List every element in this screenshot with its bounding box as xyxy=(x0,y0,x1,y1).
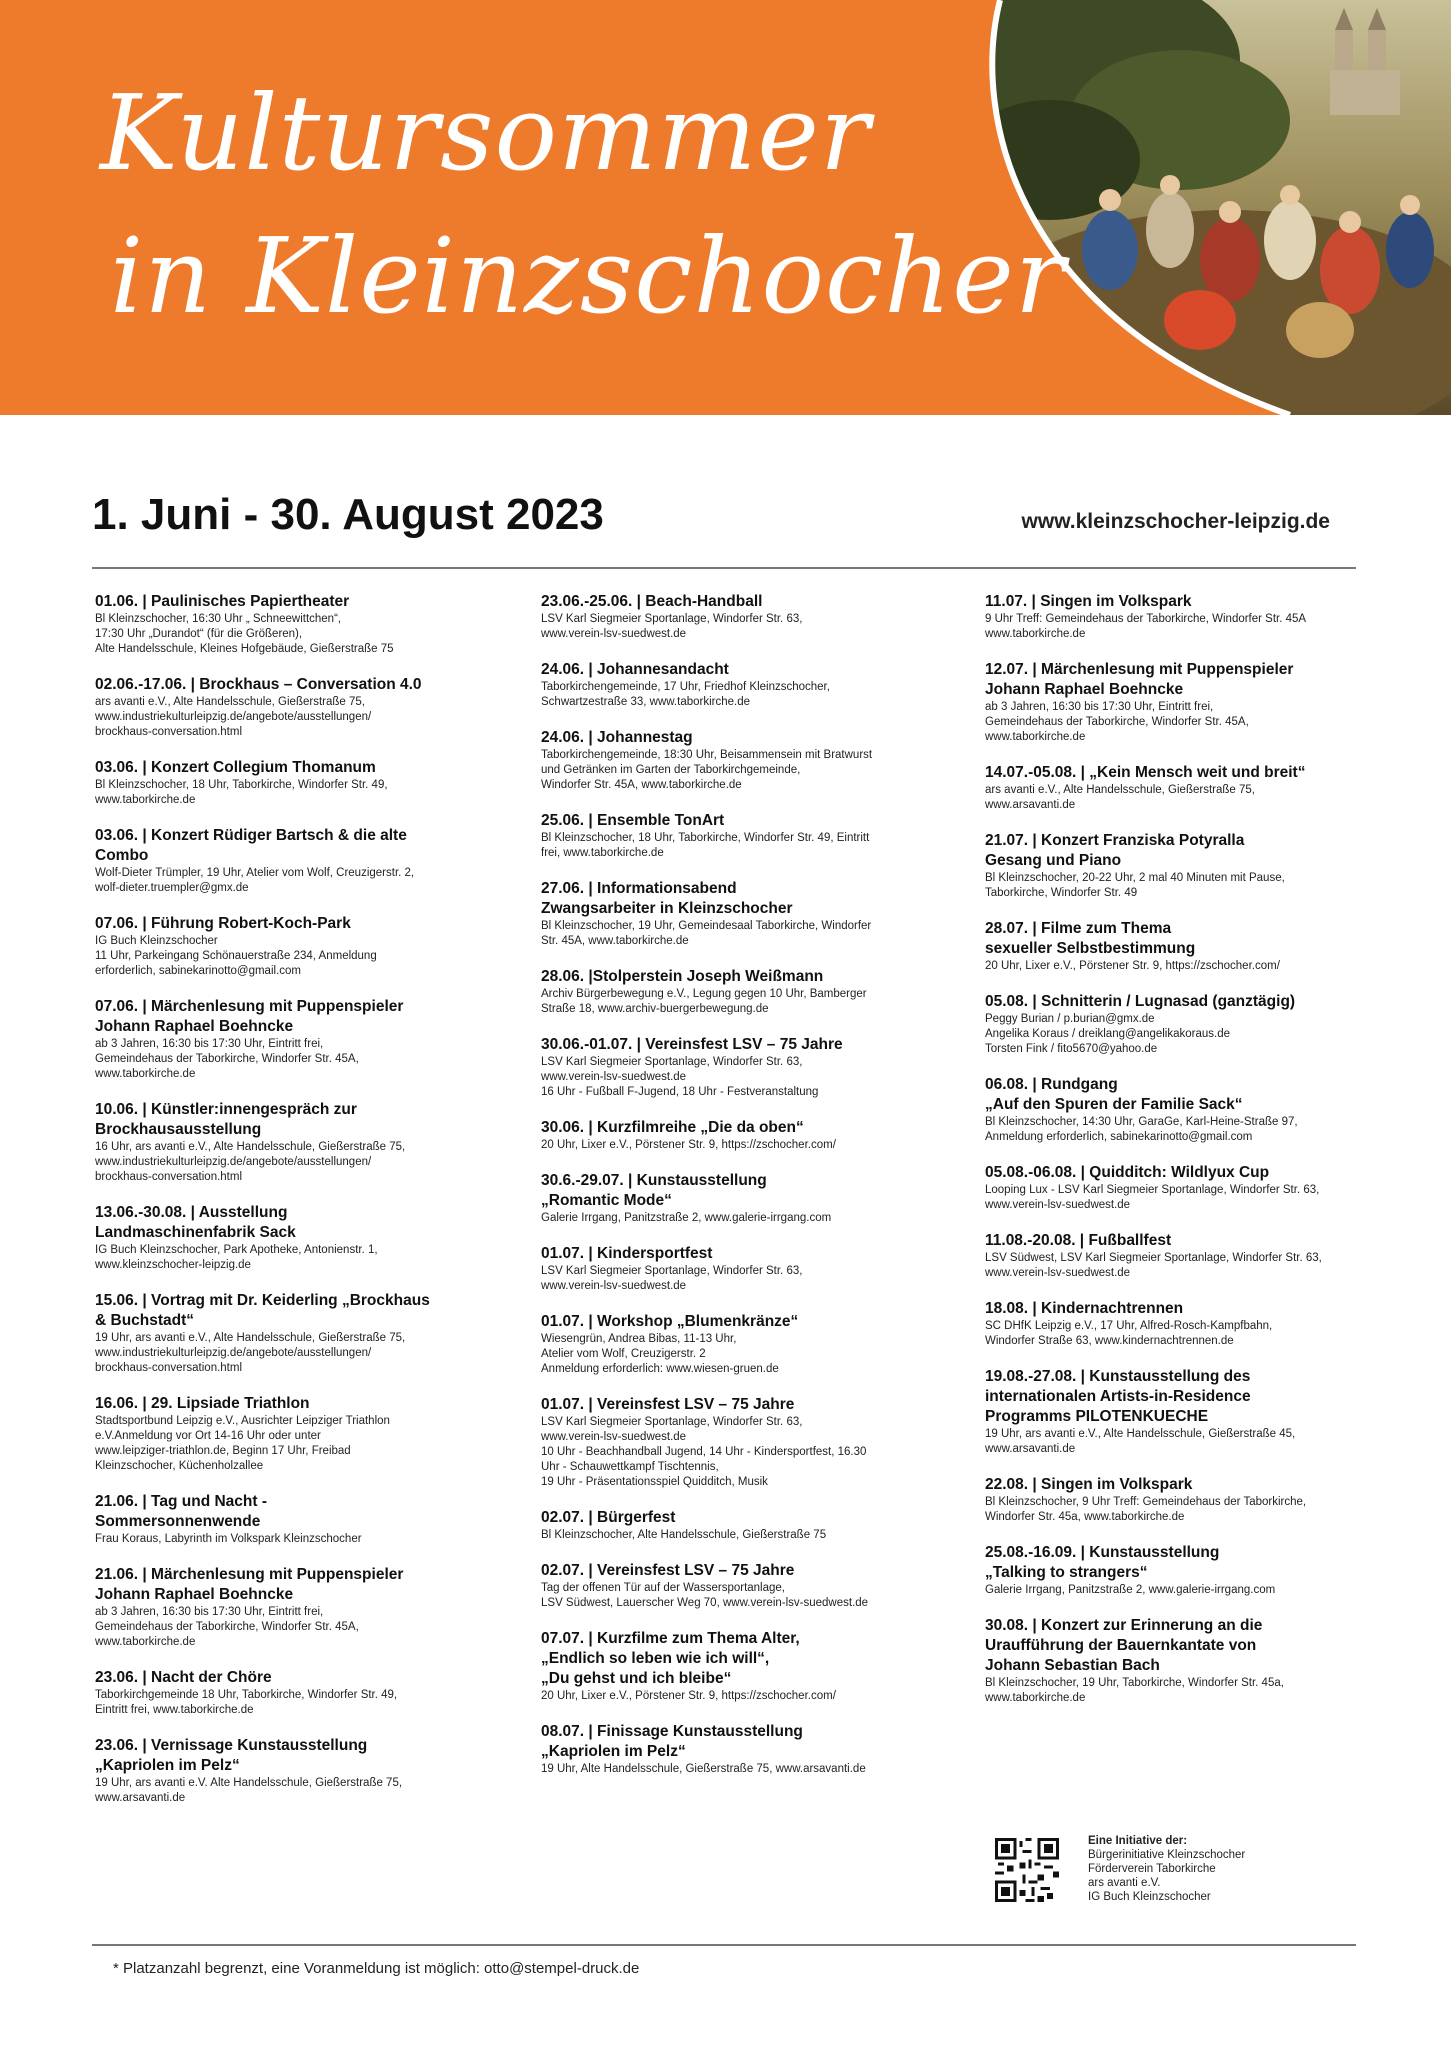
event-title: 10.06. | Künstler:innengespräch zur xyxy=(95,1101,357,1118)
event-details: 19 Uhr, Alte Handelsschule, Gießerstraße 75, www.arsavanti.de xyxy=(541,1763,866,1775)
event-entry xyxy=(95,675,440,740)
event-details: Galerie Irrgang, Panitzstraße 2, www.galerie-irrgang.com xyxy=(541,1212,832,1224)
header-banner xyxy=(0,0,1451,415)
event-details: Wolf-Dieter Trümpler, 19 Uhr, Atelier vom Wolf, Creuzigerstr. 2, xyxy=(95,867,415,879)
event-details: brockhaus-conversation.html xyxy=(95,1362,243,1374)
event-details: und Getränken im Garten der Taborkirchgemeinde, xyxy=(541,764,801,776)
event-details: 19 Uhr, ars avanti e.V. Alte Handelsschule, Gießerstraße 75, xyxy=(95,1777,403,1789)
event-title: 30.06.-01.07. | Vereinsfest LSV – 75 Jahre xyxy=(541,1036,843,1053)
event-details: www.verein-lsv-suedwest.de xyxy=(985,1267,1131,1279)
event-details: www.taborkirche.de xyxy=(985,628,1086,640)
event-title: 23.06. | Nacht der Chöre xyxy=(95,1669,272,1686)
event-details: Atelier vom Wolf, Creuzigerstr. 2 xyxy=(541,1348,706,1360)
event-details: www.verein-lsv-suedwest.de xyxy=(541,1071,687,1083)
event-details: Gemeindehaus der Taborkirche, Windorfer Str. 45A, xyxy=(95,1621,359,1633)
event-details: www.taborkirche.de xyxy=(985,731,1086,743)
event-title: 08.07. | Finissage Kunstausstellung xyxy=(541,1723,803,1740)
event-details: LSV Karl Siegmeier Sportanlage, Windorfer Str. 63, xyxy=(541,613,803,625)
event-details: Peggy Burian / p.burian@gmx.de xyxy=(985,1013,1155,1025)
event-entry xyxy=(95,1736,440,1806)
event-title: & Buchstadt“ xyxy=(95,1312,195,1329)
event-entry xyxy=(541,1035,886,1100)
event-entry xyxy=(541,1722,886,1777)
event-title: 28.06. |Stolperstein Joseph Weißmann xyxy=(541,968,824,985)
event-details: Anmeldung erforderlich: www.wiesen-gruen.de xyxy=(541,1363,779,1375)
initiative-member: Förderverein Taborkirche xyxy=(1088,1863,1216,1875)
event-title: 21.06. | Märchenlesung mit Puppenspieler xyxy=(95,1566,404,1583)
event-entry xyxy=(541,1395,886,1490)
event-details: Taborkirchgemeinde 18 Uhr, Taborkirche, Windorfer Str. 49, xyxy=(95,1689,398,1701)
event-details: Bl Kleinzschocher, 14:30 Uhr, GaraGe, Karl-Heine-Straße 97, xyxy=(985,1116,1298,1128)
event-title: 14.07.-05.08. | „Kein Mensch weit und breit“ xyxy=(985,764,1306,781)
event-column-2 xyxy=(541,592,886,1795)
footnote: * Platzanzahl begrenzt, eine Voranmeldung ist möglich: otto@stempel-druck.de xyxy=(113,1960,640,1977)
event-title: 18.08. | Kindernachtrennen xyxy=(985,1300,1184,1317)
event-details: www.verein-lsv-suedwest.de xyxy=(541,1280,687,1292)
event-details: Tag der offenen Tür auf der Wassersportanlage, xyxy=(541,1582,785,1594)
event-title: 30.06. | Kurzfilmreihe „Die da oben“ xyxy=(541,1119,804,1136)
event-details: Taborkirche, Windorfer Str. 49 xyxy=(985,887,1138,899)
event-details: Galerie Irrgang, Panitzstraße 2, www.galerie-irrgang.com xyxy=(985,1584,1276,1596)
event-title: 24.06. | Johannestag xyxy=(541,729,693,746)
event-details: 16 Uhr, ars avanti e.V., Alte Handelsschule, Gießerstraße 75, xyxy=(95,1141,406,1153)
event-title: „Romantic Mode“ xyxy=(541,1192,672,1209)
event-details: Taborkirchengemeinde, 17 Uhr, Friedhof Kleinzschocher, xyxy=(541,681,830,693)
event-entry xyxy=(541,660,886,710)
event-details: www.taborkirche.de xyxy=(95,794,196,806)
event-details: Bl Kleinzschocher, 18 Uhr, Taborkirche, Windorfer Str. 49, Eintritt xyxy=(541,832,870,844)
event-details: 19 Uhr, ars avanti e.V., Alte Handelsschule, Gießerstraße 75, xyxy=(95,1332,406,1344)
event-details: Bl Kleinzschocher, 20-22 Uhr, 2 mal 40 Minuten mit Pause, xyxy=(985,872,1285,884)
event-entry xyxy=(985,763,1355,813)
event-title: 03.06. | Konzert Rüdiger Bartsch & die alte xyxy=(95,827,407,844)
event-details: LSV Südwest, Lauerscher Weg 70, www.verein-lsv-suedwest.de xyxy=(541,1597,869,1609)
event-title: 05.08.-06.08. | Quidditch: Wildlyux Cup xyxy=(985,1164,1270,1181)
event-title: Uraufführung der Bauernkantate von xyxy=(985,1637,1257,1654)
event-entry xyxy=(985,1616,1355,1706)
event-details: LSV Karl Siegmeier Sportanlage, Windorfer Str. 63, xyxy=(541,1056,803,1068)
event-details: Looping Lux - LSV Karl Siegmeier Sportanlage, Windorfer Str. 63, xyxy=(985,1184,1320,1196)
event-details: www.taborkirche.de xyxy=(95,1068,196,1080)
event-entry xyxy=(95,592,440,657)
event-title: Johann Raphael Boehncke xyxy=(985,681,1184,698)
initiative-member: Bürgerinitiative Kleinzschocher xyxy=(1088,1849,1246,1861)
event-entry xyxy=(985,919,1355,974)
event-details: 19 Uhr, ars avanti e.V., Alte Handelsschule, Gießerstraße 45, xyxy=(985,1428,1296,1440)
event-title: 30.6.-29.07. | Kunstausstellung xyxy=(541,1172,767,1189)
event-entry xyxy=(985,1163,1355,1213)
event-details: Bl Kleinzschocher, 16:30 Uhr „ Schneewittchen“, xyxy=(95,613,342,625)
event-details: ab 3 Jahren, 16:30 bis 17:30 Uhr, Eintritt frei, xyxy=(95,1038,324,1050)
event-title: 11.07. | Singen im Volkspark xyxy=(985,593,1192,610)
event-title: 22.08. | Singen im Volkspark xyxy=(985,1476,1193,1493)
event-title: 01.06. | Paulinisches Papiertheater xyxy=(95,593,350,610)
event-details: www.industriekulturleipzig.de/angebote/ausstellungen/ xyxy=(95,1347,372,1359)
top-divider xyxy=(92,567,1356,569)
event-title: 25.06. | Ensemble TonArt xyxy=(541,812,725,829)
event-title: „Kapriolen im Pelz“ xyxy=(541,1743,686,1760)
event-entry xyxy=(541,1118,886,1153)
dancing-painting-image xyxy=(0,0,1451,415)
event-details: 19 Uhr - Präsentationsspiel Quidditch, Musik xyxy=(541,1476,768,1488)
event-details: 9 Uhr Treff: Gemeindehaus der Taborkirche, Windorfer Str. 45A xyxy=(985,613,1307,625)
event-title: 03.06. | Konzert Collegium Thomanum xyxy=(95,759,376,776)
event-details: Bl Kleinzschocher, Alte Handelsschule, Gießerstraße 75 xyxy=(541,1529,827,1541)
event-entry xyxy=(541,728,886,793)
event-title: 30.08. | Konzert zur Erinnerung an die xyxy=(985,1617,1263,1634)
event-details: Gemeindehaus der Taborkirche, Windorfer Str. 45A, xyxy=(95,1053,359,1065)
event-title: 27.06. | Informationsabend xyxy=(541,880,737,897)
event-title: Johann Raphael Boehncke xyxy=(95,1586,294,1603)
event-details: www.arsavanti.de xyxy=(985,1443,1076,1455)
event-entry xyxy=(541,967,886,1017)
event-details: Schwartzestraße 33, www.taborkirche.de xyxy=(541,696,751,708)
event-details: erforderlich, sabinekarinotto@gmail.com xyxy=(95,965,301,977)
event-title: 24.06. | Johannesandacht xyxy=(541,661,729,678)
event-details: www.verein-lsv-suedwest.de xyxy=(985,1199,1131,1211)
event-details: 20 Uhr, Lixer e.V., Pörstener Str. 9, https://zschocher.com/ xyxy=(541,1690,836,1702)
event-details: Stadtsportbund Leipzig e.V., Ausrichter Leipziger Triathlon xyxy=(95,1415,390,1427)
initiative-block xyxy=(1088,1834,1245,1904)
event-details: Gemeindehaus der Taborkirche, Windorfer Str. 45A, xyxy=(985,716,1249,728)
event-details: Str. 45A, www.taborkirche.de xyxy=(541,935,689,947)
event-title: sexueller Selbstbestimmung xyxy=(985,940,1196,957)
event-title: 19.08.-27.08. | Kunstausstellung des xyxy=(985,1368,1251,1385)
event-details: 11 Uhr, Parkeingang Schönauerstraße 234, Anmeldung xyxy=(95,950,377,962)
initiative-member: IG Buch Kleinzschocher xyxy=(1088,1891,1211,1903)
event-title: Combo xyxy=(95,847,149,864)
event-title: 01.07. | Workshop „Blumenkränze“ xyxy=(541,1313,799,1330)
event-details: frei, www.taborkirche.de xyxy=(541,847,664,859)
event-details: www.verein-lsv-suedwest.de xyxy=(541,628,687,640)
event-details: Windorfer Str. 45a, www.taborkirche.de xyxy=(985,1511,1185,1523)
event-details: wolf-dieter.truempler@gmx.de xyxy=(95,882,249,894)
event-details: www.taborkirche.de xyxy=(95,1636,196,1648)
event-details: Taborkirchengemeinde, 18:30 Uhr, Beisammensein mit Bratwurst xyxy=(541,749,873,761)
event-title: Sommersonnenwende xyxy=(95,1513,261,1530)
event-entry xyxy=(985,1475,1355,1525)
event-title: 21.07. | Konzert Franziska Potyralla xyxy=(985,832,1245,849)
event-title: 02.07. | Bürgerfest xyxy=(541,1509,676,1526)
event-title: Johann Raphael Boehncke xyxy=(95,1018,294,1035)
event-details: Bl Kleinzschocher, 18 Uhr, Taborkirche, Windorfer Str. 49, xyxy=(95,779,388,791)
event-entry xyxy=(985,992,1355,1057)
event-details: Frau Koraus, Labyrinth im Volkspark Kleinzschocher xyxy=(95,1533,362,1545)
event-details: www.industriekulturleipzig.de/angebote/ausstellungen/ xyxy=(95,711,372,723)
event-details: brockhaus-conversation.html xyxy=(95,726,243,738)
event-entry xyxy=(985,1299,1355,1349)
title-line-2: in Kleinzschocher xyxy=(110,215,1066,337)
event-details: ab 3 Jahren, 16:30 bis 17:30 Uhr, Eintritt frei, xyxy=(985,701,1214,713)
event-title: Landmaschinenfabrik Sack xyxy=(95,1224,296,1241)
event-entry xyxy=(95,758,440,808)
event-entry xyxy=(985,1367,1355,1457)
event-title: 07.06. | Märchenlesung mit Puppenspieler xyxy=(95,998,404,1015)
event-details: LSV Südwest, LSV Karl Siegmeier Sportanlage, Windorfer Str. 63, xyxy=(985,1252,1322,1264)
event-title: 11.08.-20.08. | Fußballfest xyxy=(985,1232,1172,1249)
event-entry xyxy=(95,1100,440,1185)
event-entry xyxy=(95,826,440,896)
event-title: Brockhausausstellung xyxy=(95,1121,262,1138)
event-entry xyxy=(95,1203,440,1273)
initiative-heading: Eine Initiative der: xyxy=(1088,1835,1188,1847)
event-details: Kleinzschocher, Küchenholzallee xyxy=(95,1460,264,1472)
event-details: www.leipziger-triathlon.de, Beginn 17 Uhr, Freibad xyxy=(95,1445,351,1457)
event-details: Alte Handelsschule, Kleines Hofgebäude, Gießerstraße 75 xyxy=(95,643,394,655)
event-title: 13.06.-30.08. | Ausstellung xyxy=(95,1204,288,1221)
event-entry xyxy=(541,1171,886,1226)
event-entry xyxy=(985,1231,1355,1281)
event-title: 16.06. | 29. Lipsiade Triathlon xyxy=(95,1395,310,1412)
event-title: 15.06. | Vortrag mit Dr. Keiderling „Brockhaus xyxy=(95,1292,430,1309)
event-title: 05.08. | Schnitterin / Lugnasad (ganztägig) xyxy=(985,993,1296,1010)
event-title: 23.06. | Vernissage Kunstausstellung xyxy=(95,1737,368,1754)
event-title: 02.06.-17.06. | Brockhaus – Conversation 4.0 xyxy=(95,676,422,693)
event-entry xyxy=(95,1668,440,1718)
event-entry xyxy=(541,592,886,642)
bottom-divider xyxy=(92,1944,1356,1946)
event-entry xyxy=(541,1508,886,1543)
website-link[interactable]: www.kleinzschocher-leipzig.de xyxy=(1021,510,1330,533)
event-title: 21.06. | Tag und Nacht - xyxy=(95,1493,267,1510)
event-title: 07.06. | Führung Robert-Koch-Park xyxy=(95,915,351,932)
event-details: Bl Kleinzschocher, 19 Uhr, Gemeindesaal Taborkirche, Windorfer xyxy=(541,920,872,932)
event-details: www.verein-lsv-suedwest.de xyxy=(541,1431,687,1443)
event-entry xyxy=(95,997,440,1082)
event-title: Johann Sebastian Bach xyxy=(985,1657,1160,1674)
event-entry xyxy=(95,1565,440,1650)
event-details: Anmeldung erforderlich, sabinekarinotto@gmail.com xyxy=(985,1131,1253,1143)
event-entry xyxy=(95,1394,440,1474)
event-title: 01.07. | Kindersportfest xyxy=(541,1245,713,1262)
event-column-1 xyxy=(95,592,440,1824)
event-entry xyxy=(541,1312,886,1377)
event-title: 02.07. | Vereinsfest LSV – 75 Jahre xyxy=(541,1562,795,1579)
event-title: 23.06.-25.06. | Beach-Handball xyxy=(541,593,763,610)
event-details: SC DHfK Leipzig e.V., 17 Uhr, Alfred-Rosch-Kampfbahn, xyxy=(985,1320,1273,1332)
event-title: Zwangsarbeiter in Kleinzschocher xyxy=(541,900,793,917)
event-details: Bl Kleinzschocher, 19 Uhr, Taborkirche, Windorfer Str. 45a, xyxy=(985,1677,1284,1689)
event-details: LSV Karl Siegmeier Sportanlage, Windorfer Str. 63, xyxy=(541,1265,803,1277)
event-details: Archiv Bürgerbewegung e.V., Legung gegen 10 Uhr, Bamberger xyxy=(541,988,867,1000)
event-details: IG Buch Kleinzschocher, Park Apotheke, Antonienstr. 1, xyxy=(95,1244,378,1256)
event-entry xyxy=(95,1492,440,1547)
event-details: Windorfer Str. 45A, www.taborkirche.de xyxy=(541,779,742,791)
event-entry xyxy=(95,1291,440,1376)
event-details: Wiesengrün, Andrea Bibas, 11-13 Uhr, xyxy=(541,1333,737,1345)
event-details: ab 3 Jahren, 16:30 bis 17:30 Uhr, Eintritt frei, xyxy=(95,1606,324,1618)
event-title: „Endlich so leben wie ich will“, xyxy=(541,1650,770,1667)
event-entry xyxy=(985,592,1355,642)
event-title: 12.07. | Märchenlesung mit Puppenspieler xyxy=(985,661,1294,678)
event-entry xyxy=(541,1561,886,1611)
event-details: Torsten Fink / fito5670@yahoo.de xyxy=(985,1043,1158,1055)
event-entry xyxy=(541,879,886,949)
event-details: ars avanti e.V., Alte Handelsschule, Gießerstraße 75, xyxy=(95,696,365,708)
qr-code-icon xyxy=(995,1838,1059,1902)
event-entry xyxy=(985,660,1355,745)
event-title: „Du gehst und ich bleibe“ xyxy=(541,1670,732,1687)
event-details: Uhr - Schauwettkampf Tischtennis, xyxy=(541,1461,719,1473)
event-details: 20 Uhr, Lixer e.V., Pörstener Str. 9, https://zschocher.com/ xyxy=(985,960,1280,972)
event-entry xyxy=(985,1075,1355,1145)
event-entry xyxy=(541,811,886,861)
event-title: 25.08.-16.09. | Kunstausstellung xyxy=(985,1544,1220,1561)
event-title: „Kapriolen im Pelz“ xyxy=(95,1757,240,1774)
event-entry xyxy=(95,914,440,979)
event-details: Angelika Koraus / dreiklang@angelikakoraus.de xyxy=(985,1028,1231,1040)
event-entry xyxy=(541,1244,886,1294)
event-details: www.taborkirche.de xyxy=(985,1692,1086,1704)
event-title: internationalen Artists-in-Residence xyxy=(985,1388,1251,1405)
initiative-member: ars avanti e.V. xyxy=(1088,1877,1161,1889)
event-details: e.V.Anmeldung vor Ort 14-16 Uhr oder unter xyxy=(95,1430,321,1442)
event-details: IG Buch Kleinzschocher xyxy=(95,935,218,947)
event-details: www.kleinzschocher-leipzig.de xyxy=(95,1259,251,1271)
event-details: www.arsavanti.de xyxy=(95,1792,186,1804)
event-details: 16 Uhr - Fußball F-Jugend, 18 Uhr - Festveranstaltung xyxy=(541,1086,819,1098)
event-details: Windorfer Straße 63, www.kindernachtrennen.de xyxy=(985,1335,1234,1347)
event-entry xyxy=(985,1543,1355,1598)
event-details: Eintritt frei, www.taborkirche.de xyxy=(95,1704,254,1716)
event-details: www.arsavanti.de xyxy=(985,799,1076,811)
date-range: 1. Juni - 30. August 2023 xyxy=(92,490,604,539)
event-details: ars avanti e.V., Alte Handelsschule, Gießerstraße 75, xyxy=(985,784,1255,796)
event-title: 07.07. | Kurzfilme zum Thema Alter, xyxy=(541,1630,800,1647)
event-title: 28.07. | Filme zum Thema xyxy=(985,920,1172,937)
event-entry xyxy=(541,1629,886,1704)
event-title: Gesang und Piano xyxy=(985,852,1122,869)
event-details: 17:30 Uhr „Durandot“ (für die Größeren), xyxy=(95,628,303,640)
event-entry xyxy=(985,831,1355,901)
event-column-3 xyxy=(985,592,1355,1724)
event-title: 01.07. | Vereinsfest LSV – 75 Jahre xyxy=(541,1396,795,1413)
event-title: „Talking to strangers“ xyxy=(985,1564,1148,1581)
event-title: Programms PILOTENKUECHE xyxy=(985,1408,1209,1425)
event-title: „Auf den Spuren der Familie Sack“ xyxy=(985,1096,1243,1113)
event-title: 06.08. | Rundgang xyxy=(985,1076,1118,1093)
event-details: LSV Karl Siegmeier Sportanlage, Windorfer Str. 63, xyxy=(541,1416,803,1428)
title-line-1: Kultursommer xyxy=(100,72,871,194)
event-details: 20 Uhr, Lixer e.V., Pörstener Str. 9, https://zschocher.com/ xyxy=(541,1139,836,1151)
event-details: 10 Uhr - Beachhandball Jugend, 14 Uhr - Kindersportfest, 16.30 xyxy=(541,1446,867,1458)
event-details: brockhaus-conversation.html xyxy=(95,1171,243,1183)
event-details: Straße 18, www.archiv-buergerbewegung.de xyxy=(541,1003,769,1015)
event-details: www.industriekulturleipzig.de/angebote/ausstellungen/ xyxy=(95,1156,372,1168)
event-details: Bl Kleinzschocher, 9 Uhr Treff: Gemeindehaus der Taborkirche, xyxy=(985,1496,1307,1508)
